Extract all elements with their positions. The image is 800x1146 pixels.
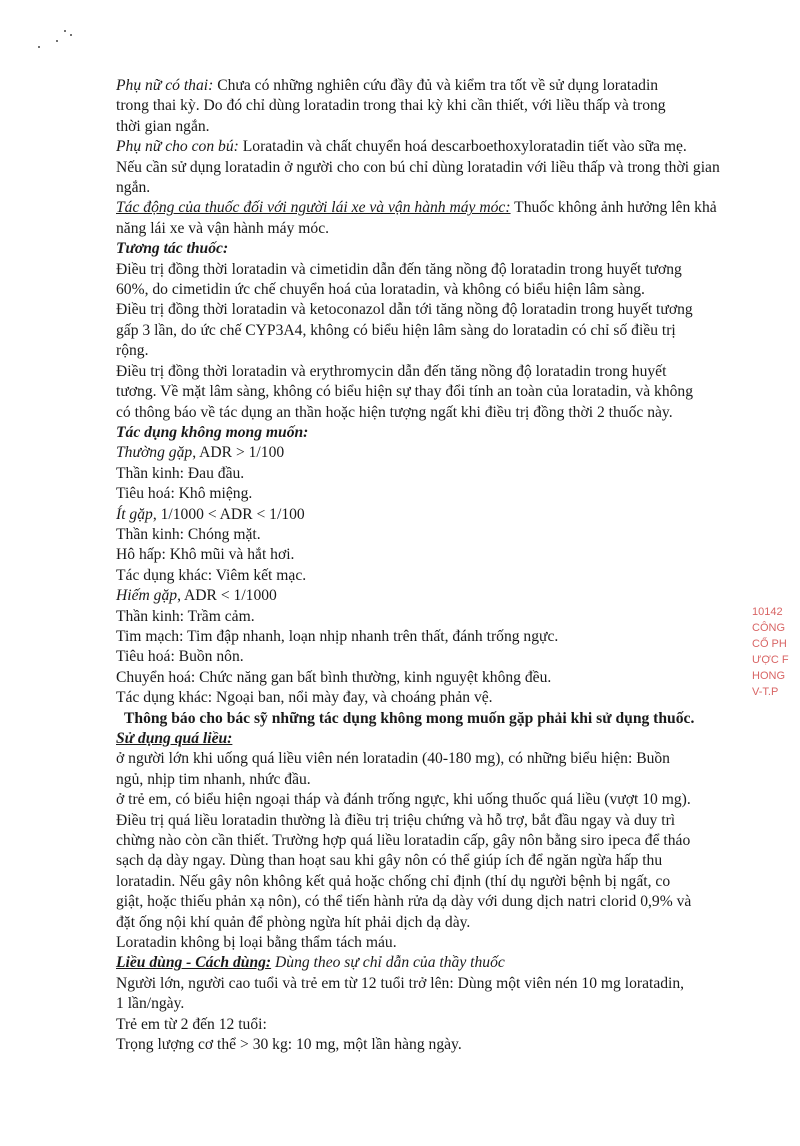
- text-line: ngủ, nhịp tim nhanh, nhức đầu.: [116, 770, 311, 788]
- text-line: gấp 3 lần, do ức chế CYP3A4, không có biểu hiện lâm sàng do loratadin có chỉ số điều trị: [116, 321, 676, 339]
- text-line: Thần kinh: Trầm cảm.: [116, 607, 255, 625]
- notify-doctor-notice: Thông báo cho bác sỹ những tác dụng không mong muốn gặp phải khi sử dụng thuốc.: [124, 709, 695, 727]
- text-line: Tác dụng khác: Ngoại ban, nổi mày đay, và choáng phản vệ.: [116, 689, 493, 707]
- text-line: Trẻ em từ 2 đến 12 tuổi:: [116, 1015, 267, 1033]
- text-line: Nếu cần sử dụng loratadin ở người cho con bú chỉ dùng loratadin với liều thấp và trong thời gian: [116, 158, 720, 176]
- text-line: 60%, do cimetidin ức chế chuyển hoá của loratadin, và không có biểu hiện lâm sàng.: [116, 281, 645, 299]
- text-line: Điều trị đồng thời loratadin và erythromycin dẫn đến tăng nồng độ loratadin trong huyết: [116, 362, 667, 380]
- text-line: Tim mạch: Tim đập nhanh, loạn nhịp nhanh trên thất, đánh trống ngực.: [116, 627, 559, 645]
- text-line: trong thai kỳ. Do đó chỉ dùng loratadin trong thai kỳ khi cần thiết, với liều thấp và trong: [116, 97, 666, 115]
- text-line: giật, hoặc thiếu phản xạ nôn), có thể tiến hành rửa dạ dày với dung dịch natri clorid 0,9% và: [116, 893, 692, 911]
- text-line: ở trẻ em, có biểu hiện ngoại tháp và đánh trống ngực, khi uống thuốc quá liều (vượt 10 mg).: [116, 791, 691, 809]
- text-line: Điều trị đồng thời loratadin và ketoconazol dẫn tới tăng nồng độ loratadin trong huyết tương: [116, 301, 693, 319]
- section-heading-overdose: Sử dụng quá liều:: [116, 730, 233, 747]
- dosage-line: Liều dùng - Cách dùng: Dùng theo sự chỉ dẫn của thầy thuốc: [116, 954, 505, 972]
- text-line: 1 lần/ngày.: [116, 995, 185, 1013]
- frequency-uncommon: Ít gặp, 1/1000 < ADR < 1/100: [116, 505, 305, 523]
- text-line: năng lái xe và vận hành máy móc.: [116, 219, 330, 237]
- text-line: Loratadin không bị loại bằng thẩm tách máu.: [116, 934, 397, 952]
- text-line: chừng nào còn cần thiết. Trường hợp quá liều loratadin cấp, gây nôn bằng siro ipeca để tháo: [116, 832, 691, 850]
- section-heading-interactions: Tương tác thuốc:: [116, 240, 229, 258]
- document-body: [116, 76, 778, 1056]
- text-line: Người lớn, người cao tuổi và trẻ em từ 12 tuổi trở lên: Dùng một viên nén 10 mg loratadin,: [116, 974, 685, 992]
- text-line: Tiêu hoá: Khô miệng.: [116, 485, 253, 503]
- nursing-label: Phụ nữ cho con bú:: [116, 138, 239, 156]
- company-stamp: 10142 CÔNG CỔ PH ƯỢC F HONG V-T.P: [752, 606, 789, 698]
- text-line: thời gian ngắn.: [116, 117, 210, 135]
- pregnancy-label: Phụ nữ có thai:: [116, 77, 214, 94]
- frequency-rare: Hiếm gặp, ADR < 1/1000: [116, 587, 277, 605]
- text-line: đặt ống nội khí quản để phòng ngừa hít phải dịch dạ dày.: [116, 913, 471, 931]
- text-line: Tiêu hoá: Buồn nôn.: [116, 648, 244, 666]
- text-line: Hô hấp: Khô mũi và hắt hơi.: [116, 546, 295, 564]
- text-line: Tác dụng khác: Viêm kết mạc.: [116, 566, 307, 584]
- text-line: ngắn.: [116, 179, 151, 197]
- text-line: tương. Về mặt lâm sàng, không có biểu hiện sự thay đổi tính an toàn của loratadin, và không: [116, 383, 694, 401]
- text-line: sạch dạ dày ngay. Dùng than hoạt sau khi gây nôn có thể giúp ích để ngăn ngừa hấp thu: [116, 852, 663, 870]
- pregnancy-line: Phụ nữ có thai: Chưa có những nghiên cứu đầy đủ và kiểm tra tốt về sử dụng loratadin: [116, 77, 659, 94]
- text-line: Điều trị quá liều loratadin thường là điều trị triệu chứng và hỗ trợ, bắt đầu ngay và duy trì: [116, 811, 676, 829]
- section-heading-adverse-effects: Tác dụng không mong muốn:: [116, 423, 309, 441]
- section-heading-dosage: Liều dùng - Cách dùng:: [116, 954, 272, 972]
- text-line: Thần kinh: Đau đầu.: [116, 464, 245, 482]
- text-line: rộng.: [116, 342, 149, 360]
- faint-stamp-mark: [784, 820, 800, 900]
- text-line: ở người lớn khi uống quá liều viên nén loratadin (40-180 mg), có những biểu hiện: Buồn: [116, 750, 670, 768]
- text-line: Điều trị đồng thời loratadin và cimetidin dẫn đến tăng nồng độ loratadin trong huyết tương: [116, 260, 682, 278]
- text-line: Trọng lượng cơ thể > 30 kg: 10 mg, một lần hàng ngày.: [116, 1036, 462, 1054]
- frequency-common: Thường gặp, ADR > 1/100: [116, 444, 285, 462]
- text-line: có thông báo về tác dụng an thần hoặc hiện tượng ngất khi điều trị đồng thời 2 thuốc này.: [116, 403, 673, 421]
- driving-line: Tác động của thuốc đối với người lái xe và vận hành máy móc: Thuốc không ảnh hưởng lên khả: [116, 199, 717, 217]
- text-line: Chuyển hoá: Chức năng gan bất bình thường, kinh nguyệt không đều.: [116, 668, 552, 686]
- nursing-line: Phụ nữ cho con bú: Loratadin và chất chuyển hoá descarboethoxyloratadin tiết vào sữa mẹ.: [116, 138, 687, 156]
- text-line: loratadin. Nếu gây nôn không kết quả hoặc chống chỉ định (thí dụ người bệnh bị ngất, co: [116, 872, 671, 890]
- driving-label: Tác động của thuốc đối với người lái xe và vận hành máy móc:: [116, 199, 511, 217]
- text-line: Thần kinh: Chóng mặt.: [116, 525, 261, 543]
- scan-specks: [20, 18, 80, 58]
